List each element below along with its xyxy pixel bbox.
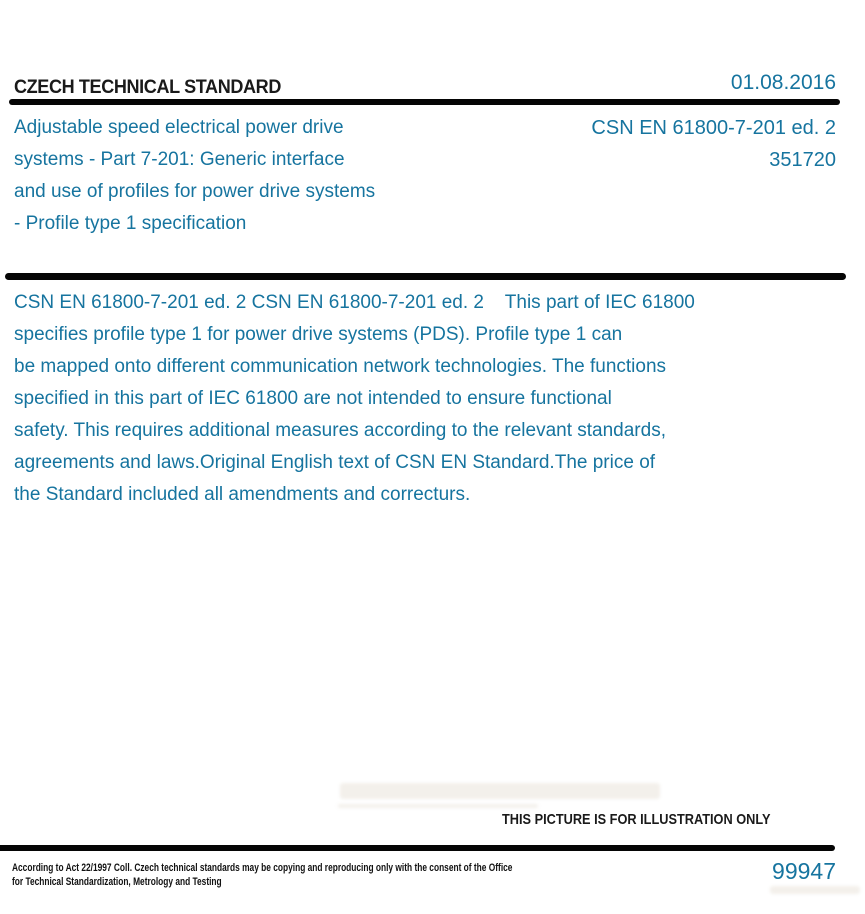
abstract-line: the Standard included all amendments and correcturs. [14, 484, 471, 505]
standard-type-label: CZECH TECHNICAL STANDARD [14, 77, 281, 98]
ghost-watermark-artifact [770, 886, 860, 894]
header-divider-rule [9, 99, 840, 105]
document-title-line: systems - Part 7-201: Generic interface [14, 149, 345, 170]
legal-notice-line: for Technical Standardization, Metrology and Testing [12, 876, 222, 888]
document-reference [591, 112, 836, 176]
issue-date: 01.08.2016 [730, 71, 836, 94]
document-title [14, 112, 375, 240]
document-title-line: and use of profiles for power drive systems [14, 181, 376, 202]
legal-notice [12, 861, 512, 889]
document-title-line: Adjustable speed electrical power drive [14, 117, 344, 138]
ghost-watermark-artifact [340, 783, 660, 799]
footer-divider-rule [0, 845, 835, 851]
title-divider-rule [5, 273, 846, 280]
abstract-line: specified in this part of IEC 61800 are not intended to ensure functional [14, 388, 612, 409]
ghost-watermark-artifact [338, 804, 538, 808]
abstract-paragraph [14, 287, 695, 511]
standard-designation: CSN EN 61800-7-201 ed. 2 [591, 117, 836, 139]
abstract-line: agreements and laws.Original English text of CSN EN Standard.The price of [14, 452, 656, 473]
document-number: 99947 [772, 858, 836, 884]
illustration-only-note: THIS PICTURE IS FOR ILLUSTRATION ONLY [502, 811, 771, 828]
abstract-line: specifies profile type 1 for power drive systems (PDS). Profile type 1 can [14, 324, 623, 345]
abstract-line: safety. This requires additional measures according to the relevant standards, [14, 420, 666, 441]
catalog-number: 351720 [769, 149, 836, 171]
abstract-line: be mapped onto different communication network technologies. The functions [14, 356, 667, 377]
abstract-line: CSN EN 61800-7-201 ed. 2 CSN EN 61800-7-201 ed. 2 This part of IEC 61800 [14, 292, 695, 313]
document-title-line: - Profile type 1 specification [14, 213, 247, 234]
legal-notice-line: According to Act 22/1997 Coll. Czech technical standards may be copying and reproducing only with the consent of the Office [12, 862, 513, 874]
